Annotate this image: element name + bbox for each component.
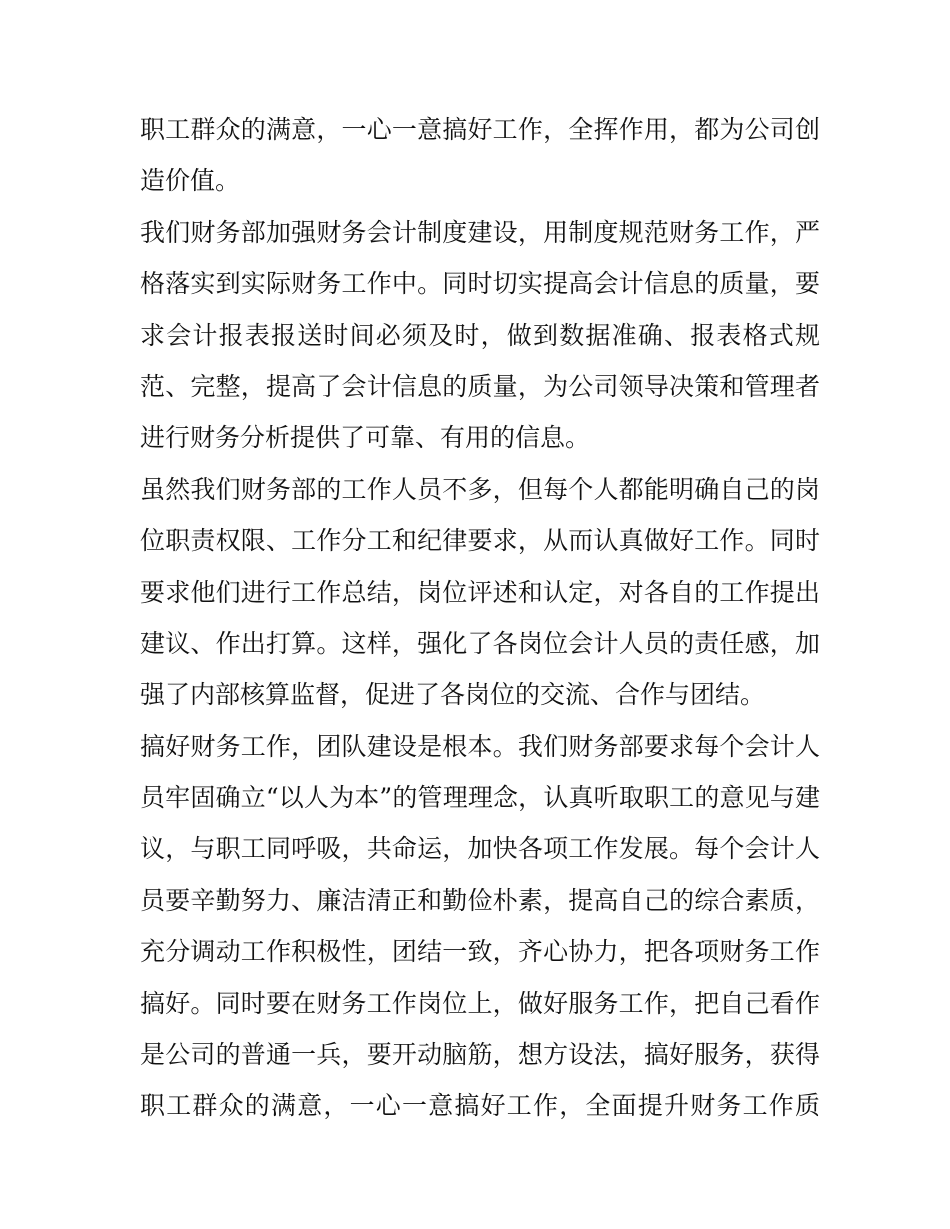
- text-line: 职工群众的满意，一心一意搞好工作，全挥作用，都为公司创: [140, 115, 820, 144]
- text-line: 员要辛勤努力、廉洁清正和勤俭朴素，提高自己的综合素质，: [140, 885, 820, 915]
- body-text: [140, 104, 820, 1132]
- text-line: 搞好财务工作，团队建设是根本。我们财务部要求每个会计人: [140, 731, 820, 761]
- text-line: 要求他们进行工作总结，岗位评述和认定，对各自的工作提出: [140, 577, 820, 607]
- text-line: 格落实到实际财务工作中。同时切实提高会计信息的质量，要: [140, 269, 820, 299]
- text-line: 议，与职工同呼吸，共命运，加快各项工作发展。每个会计人: [140, 834, 820, 864]
- text-line: 员牢固确立“以人为本”的管理理念，认真听取职工的意见与建: [140, 783, 820, 813]
- text-line: 求会计报表报送时间必须及时，做到数据准确、报表格式规: [140, 320, 820, 350]
- text-line: 强了内部核算监督，促进了各岗位的交流、合作与团结。: [140, 680, 766, 710]
- text-line: 虽然我们财务部的工作人员不多，但每个人都能明确自己的岗: [140, 474, 820, 504]
- text-line: 职工群众的满意，一心一意搞好工作，全面提升财务工作质: [140, 1091, 820, 1121]
- text-line: 是公司的普通一兵，要开动脑筋，想方设法，搞好服务，获得: [140, 1040, 820, 1070]
- text-line: 范、完整，提高了会计信息的质量，为公司领导决策和管理者: [140, 371, 820, 401]
- text-line: 进行财务分析提供了可靠、有用的信息。: [140, 423, 591, 453]
- text-line: 建议、作出打算。这样，强化了各岗位会计人员的责任感，加: [140, 628, 820, 658]
- text-line: 位职责权限、工作分工和纪律要求，从而认真做好工作。同时: [140, 526, 820, 556]
- text-line: 造价值。: [140, 166, 241, 196]
- text-line: 我们财务部加强财务会计制度建设，用制度规范财务工作，严: [140, 217, 820, 247]
- text-line: 充分调动工作积极性，团结一致，齐心协力，把各项财务工作: [140, 937, 820, 967]
- text-line: 搞好。同时要在财务工作岗位上，做好服务工作，把自己看作: [140, 988, 820, 1018]
